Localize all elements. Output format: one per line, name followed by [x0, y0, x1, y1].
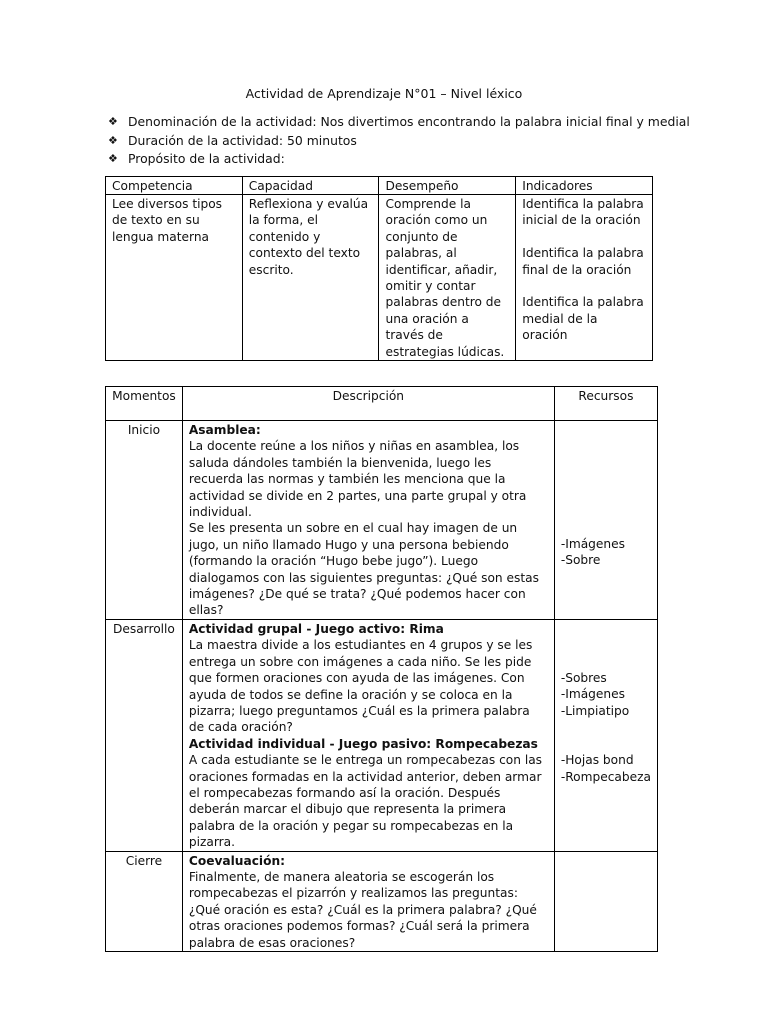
descripcion-desarrollo — [182, 619, 554, 851]
section-heading: Coevaluación: — [188, 853, 286, 868]
recurso-item: -Imágenes — [560, 537, 625, 551]
momentos-table — [105, 386, 658, 952]
header-desempeno: Desempeño — [379, 177, 516, 195]
recurso-item: -Imágenes — [560, 687, 625, 702]
recurso-item: -Rompecabeza — [560, 769, 651, 784]
recursos-inicio — [554, 421, 657, 620]
paragraph: Finalmente, de manera aleatoria se escogerán los rompecabezas el pizarrón y realizamos las preguntas: ¿Qué oración es esta? ¿Cuál es la primera palabra? ¿Qué otras oraciones podemos formas? ¿Cuál será la primera palabra de esas oraciones? — [188, 869, 537, 950]
activity-info-list — [108, 113, 690, 169]
recurso-item: -Limpiatipo — [560, 703, 630, 718]
table-row — [106, 851, 658, 951]
competencia-cell: Lee diversos tipos de texto en su lengua materna — [106, 195, 243, 361]
diamond-bullet-icon: ❖ — [108, 152, 118, 165]
recursos-desarrollo — [554, 619, 657, 851]
indicador: Identifica la palabra final de la oración — [522, 246, 644, 277]
header-competencia: Competencia — [106, 177, 243, 195]
indicador: Identifica la palabra medial de la oración — [522, 295, 644, 343]
header-indicadores: Indicadores — [516, 177, 653, 195]
section-heading: Asamblea: — [188, 423, 261, 437]
recursos-cierre — [554, 851, 657, 951]
diamond-bullet-icon: ❖ — [108, 115, 118, 128]
momento-desarrollo: Desarrollo — [106, 619, 183, 851]
indicador: Identifica la palabra inicial de la oración — [522, 197, 644, 228]
header-momentos: Momentos — [106, 387, 183, 421]
recurso-item: -Hojas bond — [560, 753, 634, 768]
paragraph: La maestra divide a los estudiantes en 4 grupos y se les entrega un sobre con imágenes a cada niño. Se les pide que formen oraciones con ayuda de las imágenes. Con ayuda de todos se define la oración y se coloca en la pizarra; luego preguntamos ¿Cuál es la primera palabra de cada oración? — [188, 638, 533, 735]
table-row — [106, 619, 658, 851]
descripcion-inicio — [182, 421, 554, 620]
paragraph: A cada estudiante se le entrega un rompecabezas con las oraciones formadas en la actividad anterior, deben armar el rompecabezas formando así la oración. Después deberán marcar el dibujo que representa la primera palabra de la oración y pegar su rompecabezas en la pizarra. — [188, 753, 543, 850]
list-item: ❖ Propósito de la actividad: — [108, 151, 285, 166]
document-title: Actividad de Aprendizaje N°01 – Nivel léxico — [245, 86, 523, 101]
competencias-table — [105, 176, 653, 361]
desempeno-cell: Comprende la oración como un conjunto de palabras, al identificar, añadir, omitir y contar palabras dentro de una oración a través de estrategias lúdicas. — [379, 195, 516, 361]
recurso-item: -Sobres — [560, 670, 607, 685]
table-row — [106, 421, 658, 620]
section-heading: Actividad grupal - Juego activo: Rima — [188, 621, 444, 636]
paragraph: Se les presenta un sobre en el cual hay imagen de un jugo, un niño llamado Hugo y una persona bebiendo (formando la oración “Hugo bebe jugo”). Luego dialogamos con las siguientes preguntas: ¿Qué son estas imágenes? ¿De qué se trata? ¿Qué podemos hacer con ellas? — [188, 521, 539, 618]
header-recursos: Recursos — [554, 387, 657, 421]
indicadores-cell — [516, 195, 653, 361]
header-capacidad: Capacidad — [242, 177, 379, 195]
capacidad-cell: Reflexiona y evalúa la forma, el contenido y contexto del texto escrito. — [242, 195, 379, 361]
header-descripcion: Descripción — [182, 387, 554, 421]
momento-cierre: Cierre — [106, 851, 183, 951]
momento-inicio: Inicio — [106, 421, 183, 620]
list-item: ❖ Denominación de la actividad: Nos divertimos encontrando la palabra inicial final y medial — [108, 114, 690, 129]
recurso-item: -Sobre — [560, 553, 601, 568]
section-heading: Actividad individual - Juego pasivo: Rompecabezas — [188, 736, 538, 751]
paragraph: La docente reúne a los niños y niñas en asamblea, los saluda dándoles también la bienvenida, luego les recuerda las normas y también les menciona que la actividad se divide en 2 partes, una parte grupal y otra individual. — [188, 439, 527, 520]
descripcion-cierre — [182, 851, 554, 951]
list-item: ❖ Duración de la actividad: 50 minutos — [108, 132, 357, 148]
diamond-bullet-icon: ❖ — [108, 133, 118, 147]
